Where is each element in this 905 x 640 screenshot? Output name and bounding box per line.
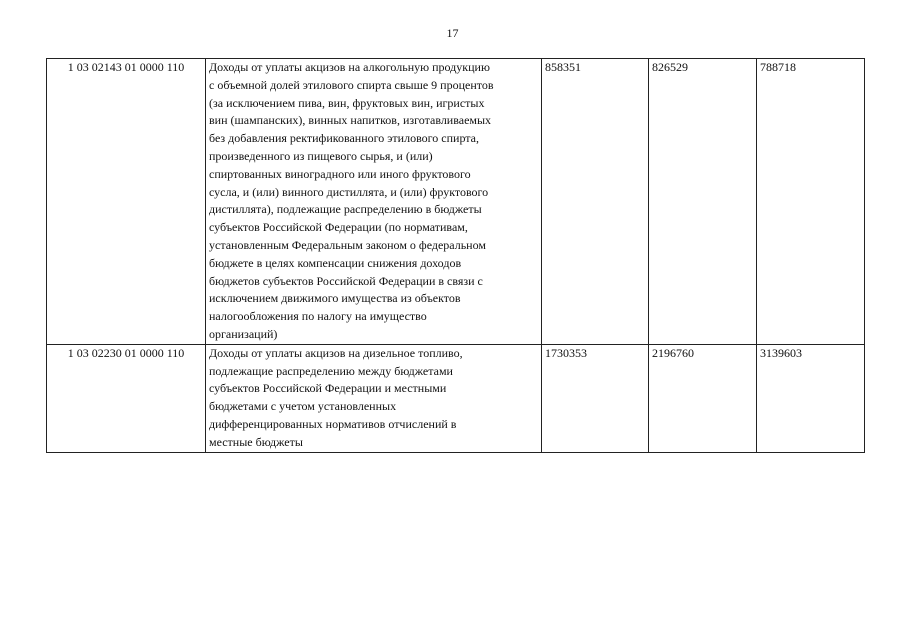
description-line: субъектов Российской Федерации и местными (209, 381, 447, 396)
description-line: Доходы от уплаты акцизов на дизельное топливо, (209, 345, 463, 360)
description-line: бюджетами с учетом установленных (209, 399, 397, 414)
description-line: дифференцированных нормативов отчислений в (209, 416, 457, 431)
value-year-3: 788718 (757, 59, 865, 345)
description-line: организаций) (209, 326, 278, 341)
table-row (47, 344, 865, 452)
value-year-3: 3139603 (757, 344, 865, 452)
description-line: налогообложения по налогу на имущество (209, 309, 427, 324)
description-line: подлежащие распределению между бюджетами (209, 363, 453, 378)
description-line: установленным Федеральным законом о федеральном (209, 237, 486, 252)
description-line: с объемной долей этилового спирта свыше 9 процентов (209, 77, 494, 92)
classification-code: 1 03 02230 01 0000 110 (47, 344, 206, 452)
description-line: бюджетов субъектов Российской Федерации в связи с (209, 273, 483, 288)
value-year-2: 2196760 (649, 344, 757, 452)
description-line: местные бюджеты (209, 434, 303, 449)
classification-code: 1 03 02143 01 0000 110 (47, 59, 206, 345)
description-line: Доходы от уплаты акцизов на алкогольную продукцию (209, 60, 490, 74)
value-year-1: 1730353 (542, 344, 649, 452)
description-line: произведенного из пищевого сырья, и (или) (209, 148, 433, 163)
revenue-description (206, 59, 542, 345)
description-line: исключением движимого имущества из объектов (209, 291, 461, 306)
description-line: субъектов Российской Федерации (по нормативам, (209, 220, 468, 235)
description-line: вин (шампанских), винных напитков, изготавливаемых (209, 113, 492, 128)
table-row (47, 59, 865, 345)
description-line: сусла, и (или) винного дистиллята, и (или) фруктового (209, 184, 489, 199)
budget-revenue-table (46, 58, 865, 453)
value-year-2: 826529 (649, 59, 757, 345)
description-line: дистиллята), подлежащие распределению в бюджеты (209, 202, 482, 217)
revenue-description (206, 344, 542, 452)
description-line: бюджете в целях компенсации снижения доходов (209, 255, 462, 270)
value-year-1: 858351 (542, 59, 649, 345)
page-number: 17 (446, 26, 459, 40)
description-line: без добавления ректификованного этилового спирта, (209, 131, 480, 146)
description-line: спиртованных виноградного или иного фруктового (209, 166, 471, 181)
description-line: (за исключением пива, вин, фруктовых вин, игристых (209, 95, 485, 110)
